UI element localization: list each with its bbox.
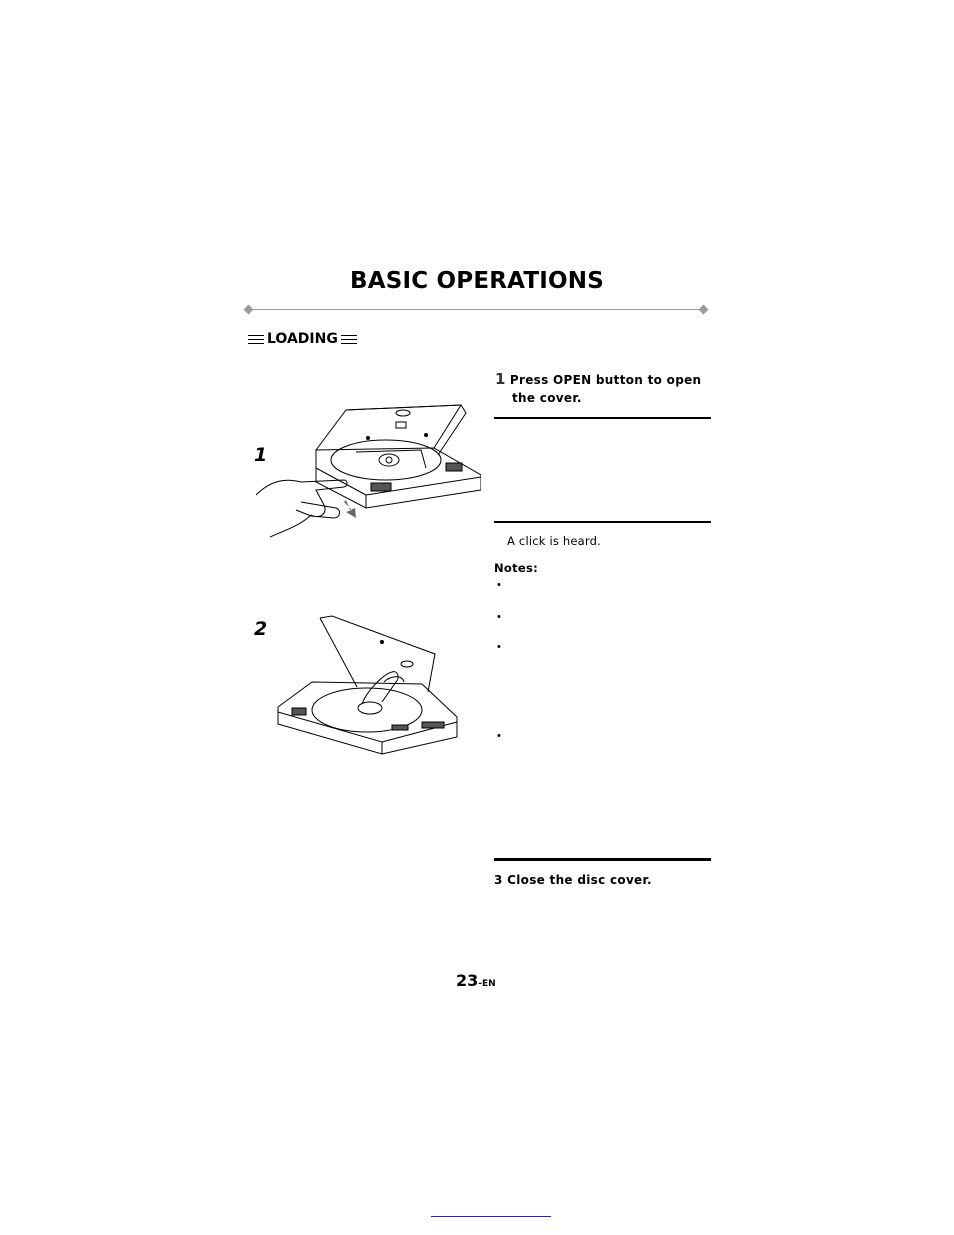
left-bars-icon <box>248 334 264 344</box>
step2-top-rule <box>494 417 711 419</box>
figure-label-1: 1 <box>254 444 268 466</box>
step3-rule <box>494 858 711 861</box>
note-bullet: • <box>497 579 501 591</box>
note-bullet: • <box>497 730 501 742</box>
step2-bottom-rule <box>494 521 711 523</box>
page-number-value: 23 <box>456 971 479 990</box>
step1-line2: the cover. <box>512 391 582 405</box>
section-heading <box>248 331 357 347</box>
step1-line1: Press OPEN button to open <box>509 373 702 387</box>
figure-label-2: 2 <box>254 618 268 640</box>
open-cover-illustration <box>256 380 481 540</box>
section-title: LOADING <box>267 331 338 347</box>
step1-number: 1 <box>495 370 506 388</box>
note-bullet: • <box>497 641 501 653</box>
load-disc-illustration <box>272 612 468 762</box>
title-divider <box>252 309 704 310</box>
step3-instruction: 3 Close the disc cover. <box>494 873 652 887</box>
page-number-suffix: -EN <box>478 979 496 989</box>
footer-link-underline[interactable] <box>431 1216 551 1217</box>
right-bars-icon <box>341 334 357 344</box>
click-note: A click is heard. <box>507 534 602 548</box>
rule-right-diamond <box>699 305 709 315</box>
note-bullet: • <box>497 611 501 623</box>
step1-instruction <box>495 370 701 389</box>
page-title: BASIC OPERATIONS <box>350 268 604 294</box>
page-number <box>456 971 496 990</box>
notes-heading: Notes: <box>494 561 539 575</box>
